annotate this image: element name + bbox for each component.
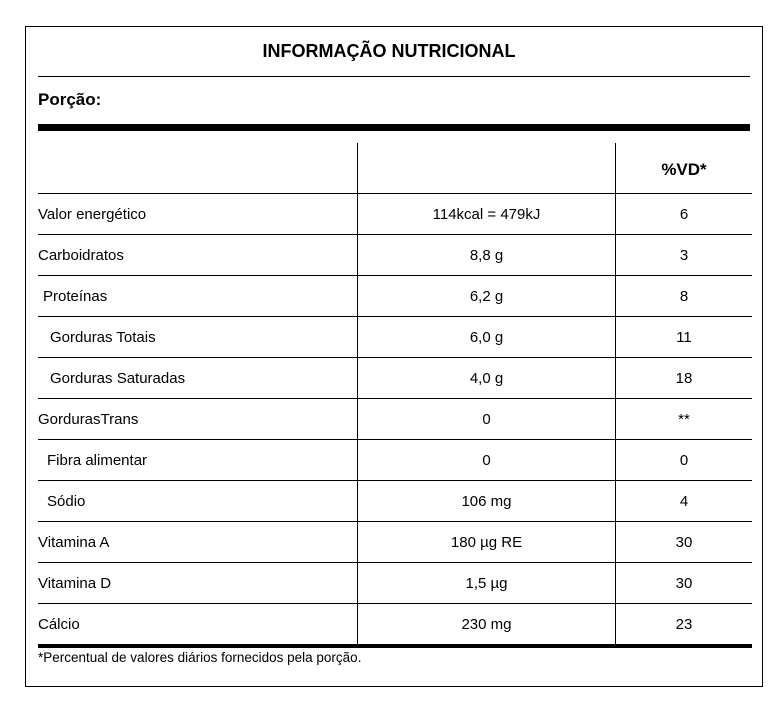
footnote: *Percentual de valores diários fornecidos pela porção. [38, 650, 362, 665]
table-row [38, 604, 752, 647]
table-row [38, 399, 752, 440]
table-row [38, 194, 752, 235]
nutrient-amount: 230 mg [358, 604, 616, 647]
nutrient-name: Vitamina D [38, 563, 358, 604]
nutrient-amount: 4,0 g [358, 358, 616, 399]
table-row [38, 317, 752, 358]
nutrient-amount: 1,5 µg [358, 563, 616, 604]
nutrient-name: Sódio [38, 481, 358, 522]
nutrient-name: Proteínas [38, 276, 358, 317]
table-row [38, 276, 752, 317]
nutrient-name: Carboidratos [38, 235, 358, 276]
nutrient-amount: 0 [358, 440, 616, 481]
nutrient-daily-value: 3 [616, 235, 753, 276]
nutrient-name: Vitamina A [38, 522, 358, 563]
table-row [38, 440, 752, 481]
portion-divider [38, 124, 750, 131]
nutrition-table [38, 143, 752, 648]
table-row [38, 235, 752, 276]
header-daily-value: %VD* [616, 143, 753, 194]
table-row [38, 522, 752, 563]
nutrient-daily-value: ** [616, 399, 753, 440]
title-divider [38, 76, 750, 77]
table-row [38, 481, 752, 522]
nutrient-daily-value: 8 [616, 276, 753, 317]
portion-label: Porção: [38, 90, 102, 109]
nutrient-daily-value: 11 [616, 317, 753, 358]
table-row [38, 358, 752, 399]
nutrient-name: GordurasTrans [38, 399, 358, 440]
table-row [38, 563, 752, 604]
nutrient-name: Fibra alimentar [38, 440, 358, 481]
nutrient-amount: 6,2 g [358, 276, 616, 317]
nutrient-daily-value: 23 [616, 604, 753, 647]
nutrient-name: Gorduras Totais [38, 317, 358, 358]
label-title: INFORMAÇÃO NUTRICIONAL [262, 41, 516, 61]
nutrient-daily-value: 18 [616, 358, 753, 399]
nutrient-daily-value: 0 [616, 440, 753, 481]
nutrient-daily-value: 30 [616, 522, 753, 563]
header-amount [358, 143, 616, 194]
nutrient-amount: 114kcal = 479kJ [358, 194, 616, 235]
nutrient-daily-value: 6 [616, 194, 753, 235]
header-nutrient [38, 143, 358, 194]
nutrient-name: Valor energético [38, 194, 358, 235]
nutrient-daily-value: 30 [616, 563, 753, 604]
nutrient-amount: 180 µg RE [358, 522, 616, 563]
nutrient-daily-value: 4 [616, 481, 753, 522]
table-header-row [38, 143, 752, 194]
nutrient-amount: 0 [358, 399, 616, 440]
nutrient-amount: 106 mg [358, 481, 616, 522]
nutrient-amount: 6,0 g [358, 317, 616, 358]
nutrient-amount: 8,8 g [358, 235, 616, 276]
nutrient-name: Gorduras Saturadas [38, 358, 358, 399]
nutrient-name: Cálcio [38, 604, 358, 647]
